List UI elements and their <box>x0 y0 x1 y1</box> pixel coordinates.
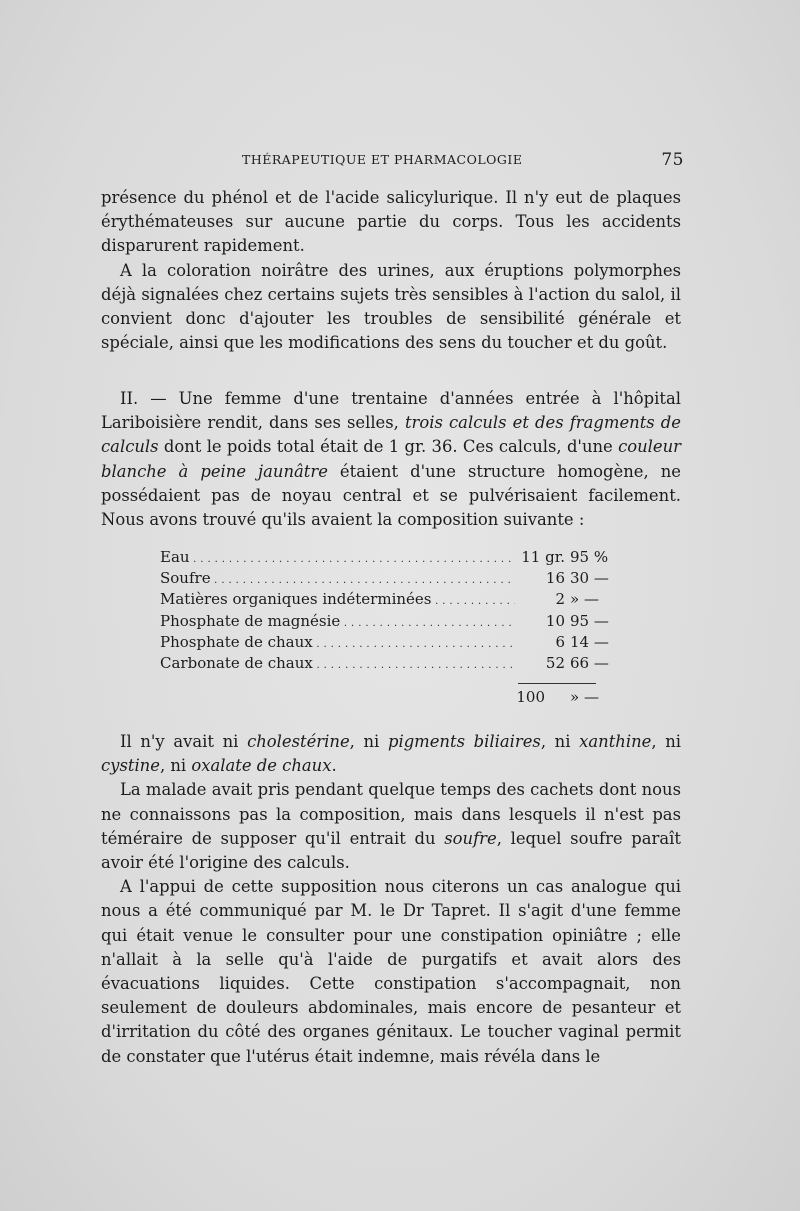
row-label: Matières organiques indéterminées . . . <box>160 589 515 612</box>
running-title: THÉRAPEUTIQUE ET PHARMACOLOGIE <box>242 152 523 167</box>
row-label: Carbonate de chaux . . . <box>160 653 515 676</box>
total-value: 100 <box>516 688 545 706</box>
table-row <box>160 589 620 610</box>
para4-italic: oxalate de chaux <box>191 756 332 776</box>
row-label: Phosphate de magnésie . . . <box>160 611 515 634</box>
table-row <box>160 632 620 653</box>
composition-table <box>160 547 620 674</box>
para4-italic: cystine <box>101 756 160 776</box>
para3-italic-2: couleur blanche à peine jaunâtre <box>101 437 681 481</box>
para4-text: . <box>331 756 337 776</box>
row-value: 2 <box>555 590 565 609</box>
row-value: 52 <box>545 653 565 672</box>
row-decimal: 14 — <box>570 632 609 651</box>
table-row <box>160 568 620 589</box>
para4-text: , ni <box>349 732 388 751</box>
row-decimal: » — <box>570 590 599 609</box>
sum-rule <box>518 683 596 684</box>
para4-italic: pigments biliaires <box>387 732 541 751</box>
row-value: 16 <box>545 569 565 588</box>
text-block-top <box>101 186 681 355</box>
para3-text-1: II. — Une femme d'une trentaine d'années entrée à l'hôpital Lariboisière rendit, dans ses selles, <box>101 389 681 433</box>
row-label: Phosphate de chaux . . . <box>160 632 515 655</box>
para5-text: , lequel soufre paraît avoir été l'origine des calculs. <box>101 828 681 873</box>
table-row <box>160 611 620 632</box>
para4-text: , ni <box>651 732 681 751</box>
para5-text: La malade avait pris pendant quelque temps des cachets dont nous ne connaissons pas la composition, mais dans lesquels il n'est pas téméraire de supposer qu'il entrait du <box>101 780 681 848</box>
para3-italic-1: trois calculs et des fragments de calculs <box>101 413 681 457</box>
page-number: 75 <box>661 150 684 170</box>
row-decimal: 66 — <box>570 653 609 672</box>
text-block-case-2 <box>101 387 681 532</box>
row-value: 11 gr. <box>521 548 565 566</box>
row-label: Eau . . . <box>160 547 515 570</box>
paragraph-2: A la coloration noirâtre des urines, aux éruptions polymorphes déjà signalées chez certains sujets très sensibles à l'action du salol, il convient donc d'ajouter les troubles de sensibilité générale et spéciale, ainsi que les modifications des sens du toucher et du goût. <box>101 260 681 353</box>
row-value: 6 <box>555 632 565 651</box>
total-decimal: » — <box>570 688 599 706</box>
para4-italic: xanthine <box>579 732 652 751</box>
row-decimal: 95 — <box>570 611 609 630</box>
para4-italic: cholestérine <box>247 732 350 751</box>
para4-text: , ni <box>540 732 580 751</box>
text-block-bottom <box>101 730 681 1069</box>
table-row <box>160 547 620 568</box>
para5-italic: soufre <box>444 828 497 848</box>
para3-text-2: dont le poids total était de 1 gr. 36. Ces calculs, d'une <box>158 437 619 457</box>
paragraph-3 <box>101 387 681 532</box>
paragraph-6: A l'appui de cette supposition nous citerons un cas analogue qui nous a été communiqué par M. le Dr Tapret. Il s'agit d'une femme qui était venue le consulter pour une constipation opiniâtre ; elle n'allait à la selle qu'à l'aide de purgatifs et avait alors des évacuations liquides. Cette constipation s'accompagnait, non seulement de douleurs abdominales, mais encore de pesanteur et d'irritation du côté des organes génitaux. Le toucher vaginal permit de constater que l'utérus était indemne, mais révéla dans le <box>101 877 681 1066</box>
row-label: Soufre . . . <box>160 568 515 591</box>
paragraph-5 <box>101 778 681 875</box>
para4-text: Il n'y avait ni <box>120 732 248 751</box>
para4-text: , ni <box>159 756 192 776</box>
running-header <box>100 150 684 170</box>
row-decimal: 95 % <box>570 548 609 566</box>
paragraph-1: présence du phénol et de l'acide salicylurique. Il n'y eut de plaques érythémateuses sur aucune partie du corps. Tous les accidents disparurent rapidement. <box>101 188 681 256</box>
table-row <box>160 653 620 674</box>
row-decimal: 30 — <box>570 569 609 588</box>
row-value: 10 <box>545 611 565 630</box>
paragraph-4 <box>101 730 681 778</box>
para3-text-3: étaient d'une structure homogène, ne possédaient pas de noyau central et se pulvérisaient facilement. Nous avons trouvé qu'ils avaient la composition suivante : <box>101 461 681 530</box>
